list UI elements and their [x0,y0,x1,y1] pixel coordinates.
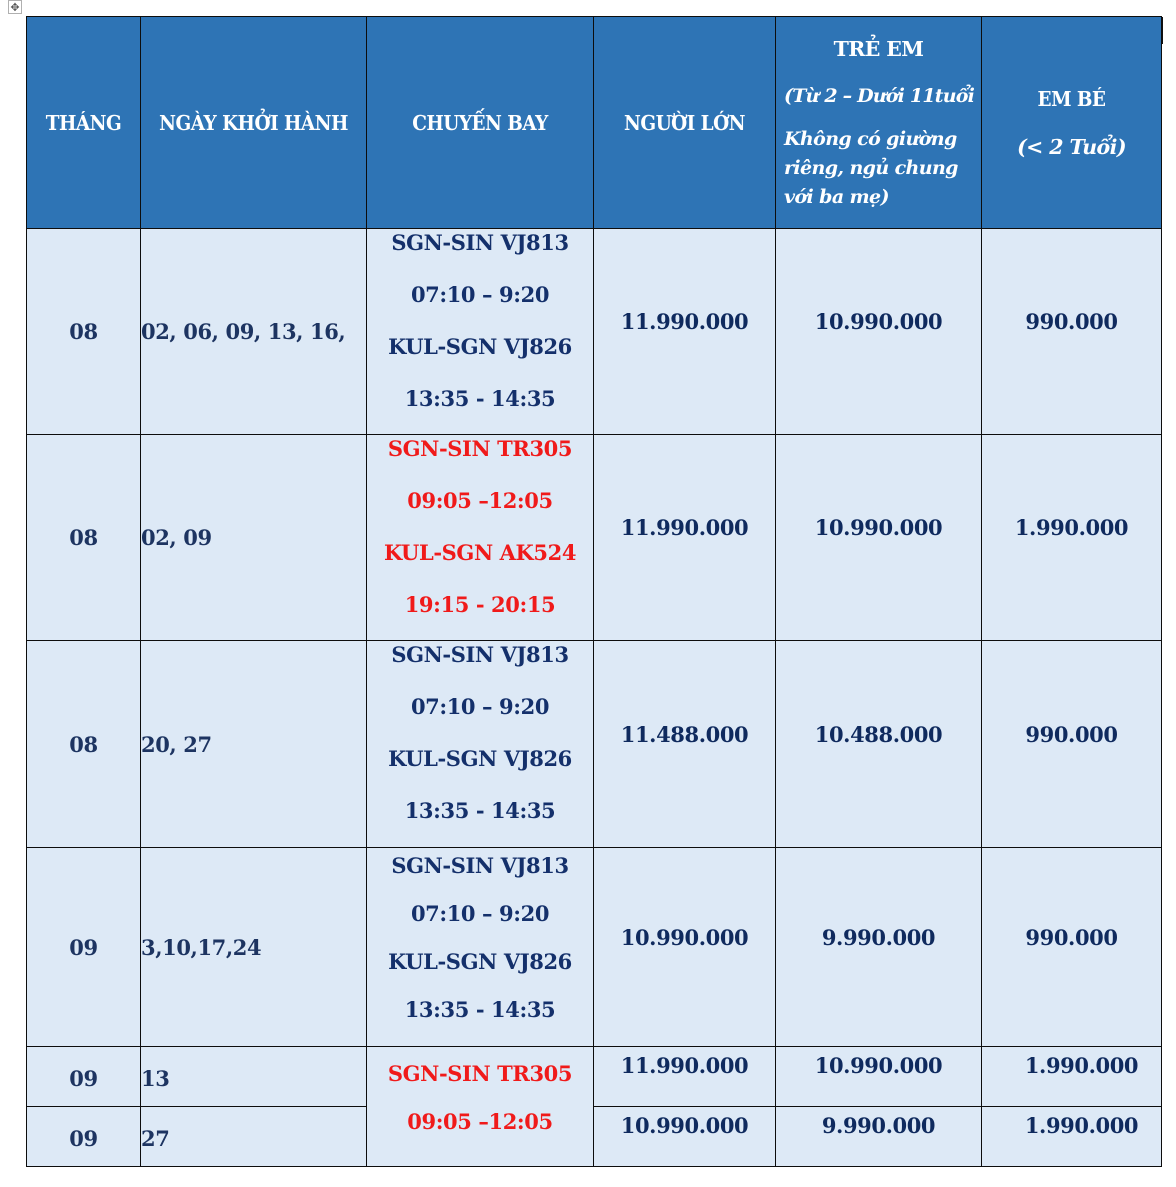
header-child-note: Không có giường riêng, ngủ chung với ba mẹ) [784,128,958,208]
cell-infant-price: 1.990.000 [982,435,1162,641]
cell-flight [367,229,594,435]
flight-outbound-time: 09:05 –12:05 [407,488,553,513]
cell-flight [367,641,594,848]
cell-flight [367,435,594,641]
flight-return-time: 19:15 - 20:15 [404,592,556,617]
table-row [27,1107,1162,1167]
table-row [27,641,1162,848]
cell-month: 09 [27,848,141,1047]
header-adult: NGƯỜI LỚN [594,17,776,229]
cell-dates: 13 [141,1047,367,1107]
cell-child-price: 9.990.000 [776,1107,982,1167]
cell-adult-price: 11.990.000 [594,1047,776,1107]
header-departure-dates: NGÀY KHỞI HÀNH [141,17,367,229]
cell-child-price: 10.990.000 [776,435,982,641]
header-row [27,17,1162,229]
flight-outbound: SGN-SIN VJ813 [391,230,569,255]
flight-outbound-time: 09:05 –12:05 [407,1109,553,1134]
flight-outbound: SGN-SIN VJ813 [391,853,569,878]
cell-adult-price: 11.488.000 [594,641,776,848]
cell-adult-price: 11.990.000 [594,229,776,435]
table-row [27,1047,1162,1107]
cell-child-price: 10.990.000 [776,1047,982,1107]
cell-adult-price: 11.990.000 [594,435,776,641]
flight-return-time: 13:35 - 14:35 [404,997,556,1022]
cell-flight [367,848,594,1047]
header-infant [982,17,1162,229]
cell-infant-price: 1.990.000 [982,1107,1162,1167]
cell-infant-price: 990.000 [982,848,1162,1047]
cell-child-price: 9.990.000 [776,848,982,1047]
flight-outbound: SGN-SIN TR305 [387,436,573,461]
cell-child-price: 10.990.000 [776,229,982,435]
cell-month: 08 [27,641,141,848]
table-row [27,848,1162,1047]
cell-dates: 3,10,17,24 [141,848,367,1047]
header-child [776,17,982,229]
flight-return: KUL-SGN VJ826 [388,949,572,974]
flight-return: KUL-SGN VJ826 [388,334,572,359]
cell-dates: 27 [141,1107,367,1167]
cell-infant-price: 1.990.000 [982,1047,1162,1107]
cell-month: 09 [27,1107,141,1167]
table-row [27,229,1162,435]
header-month: THÁNG [27,17,141,229]
cell-month: 08 [27,229,141,435]
flight-outbound: SGN-SIN TR305 [387,1061,573,1086]
table-row [27,435,1162,641]
flight-outbound-time: 07:10 – 9:20 [410,282,550,307]
cell-flight [367,1047,594,1167]
header-infant-title: EM BÉ [1037,86,1106,111]
cell-adult-price: 10.990.000 [594,1107,776,1167]
cell-dates: 02, 06, 09, 13, 16, [141,229,367,435]
flight-outbound-time: 07:10 – 9:20 [410,901,550,926]
flight-return-time: 13:35 - 14:35 [404,798,556,823]
header-child-age: (Từ 2 – Dưới 11tuổi [784,85,975,107]
header-infant-age: (< 2 Tuổi) [1017,134,1126,159]
cell-adult-price: 10.990.000 [594,848,776,1047]
cell-child-price: 10.488.000 [776,641,982,848]
flight-return-time: 13:35 - 14:35 [404,386,556,411]
flight-return: KUL-SGN AK524 [383,540,577,565]
header-child-title: TRẺ EM [833,37,924,61]
header-flight: CHUYẾN BAY [367,17,594,229]
flight-return: KUL-SGN VJ826 [388,746,572,771]
flight-outbound: SGN-SIN VJ813 [391,642,569,667]
table-move-handle-icon[interactable]: ✥ [8,0,22,14]
cell-dates: 02, 09 [141,435,367,641]
cell-infant-price: 990.000 [982,229,1162,435]
flight-outbound-time: 07:10 – 9:20 [410,694,550,719]
cell-month: 08 [27,435,141,641]
tour-price-table [26,16,1162,1167]
cell-infant-price: 990.000 [982,641,1162,848]
cell-dates: 20, 27 [141,641,367,848]
cell-month: 09 [27,1047,141,1107]
